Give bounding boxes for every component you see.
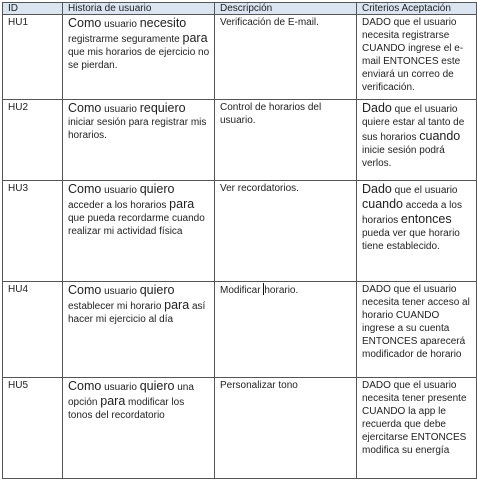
crit-text: DADO que el usuario necesita tener presente CUANDO la app le recuerda que debe ejercitarse ENTONCES modifica su energía bbox=[362, 380, 467, 456]
crit-word: Dado bbox=[362, 182, 392, 196]
hist-text: así hacer mi ejercicio al día bbox=[68, 301, 206, 325]
hist-text: usuario bbox=[101, 104, 140, 115]
hist-word: Como bbox=[68, 16, 102, 30]
cell-id: HU5 bbox=[3, 378, 63, 479]
crit-text: inicie sesión podrá verlos. bbox=[362, 145, 445, 169]
hist-text: establecer mi horario bbox=[68, 301, 165, 312]
cell-criterios bbox=[357, 15, 477, 100]
crit-text: que el usuario quiere estar al tanto de sus horarios bbox=[362, 104, 465, 143]
header-historia: Historia de usuario bbox=[63, 3, 215, 15]
table-header-row bbox=[3, 3, 477, 15]
cell-descripcion: Ver recordatorios. bbox=[215, 181, 357, 282]
hist-word: quiero bbox=[139, 379, 175, 393]
hist-text: usuario bbox=[101, 382, 140, 393]
desc-text: Modificar bbox=[220, 285, 264, 296]
hist-text: que mis horarios de ejercicio no se pierdan. bbox=[68, 47, 210, 71]
hist-word: Como bbox=[68, 101, 102, 115]
hist-word: Como bbox=[68, 283, 102, 297]
hist-word: quiero bbox=[139, 182, 175, 196]
hist-word: quiero bbox=[139, 283, 175, 297]
hist-text: una opción bbox=[68, 382, 194, 408]
crit-text: DADO que el usuario necesita registrarse CUANDO ingrese el e-mail ENTONCES este enviará un correo de verificación. bbox=[362, 17, 464, 93]
table-row bbox=[3, 15, 477, 100]
desc-text: horario. bbox=[264, 285, 299, 296]
cell-descripcion: Control de horarios del usuario. bbox=[215, 100, 357, 181]
cell-id: HU3 bbox=[3, 181, 63, 282]
cell-descripcion bbox=[215, 282, 357, 378]
hist-text: que pueda recordarme cuando realizar mi actividad física bbox=[68, 213, 205, 237]
crit-text: DADO que el usuario necesita tener acceso al horario CUANDO ingrese a su cuenta ENTONCES aparecerá modificador de horario bbox=[362, 284, 470, 360]
cell-descripcion: Personalizar tono bbox=[215, 378, 357, 479]
hist-word: Como bbox=[68, 379, 102, 393]
crit-text: acceda a los horarios bbox=[362, 200, 462, 226]
table-row bbox=[3, 100, 477, 181]
hist-word: para bbox=[100, 394, 126, 408]
table-row bbox=[3, 282, 477, 378]
cell-id: HU1 bbox=[3, 15, 63, 100]
hist-word: requiero bbox=[139, 101, 186, 115]
cell-criterios bbox=[357, 100, 477, 181]
crit-text: pueda ver que horario tiene establecido. bbox=[362, 228, 460, 252]
hist-text: acceder a los horarios bbox=[68, 200, 170, 211]
hist-text: usuario bbox=[101, 19, 140, 30]
hist-text: usuario bbox=[101, 286, 140, 297]
header-id: ID bbox=[3, 3, 63, 15]
hist-text: iniciar sesión para registrar mis horarios. bbox=[68, 117, 207, 141]
hist-text: usuario bbox=[101, 185, 140, 196]
crit-text: que el usuario bbox=[391, 185, 458, 196]
hist-word: Como bbox=[68, 182, 102, 196]
hist-text: registrarme seguramente bbox=[68, 34, 183, 45]
table-row bbox=[3, 378, 477, 479]
crit-word: cuando bbox=[362, 197, 404, 211]
hist-word: para bbox=[169, 197, 195, 211]
crit-word: Dado bbox=[362, 101, 392, 115]
cell-id: HU2 bbox=[3, 100, 63, 181]
crit-word: cuando bbox=[419, 129, 461, 143]
hist-text: modificar los tonos del recordatorio bbox=[68, 397, 185, 421]
hist-word: para bbox=[182, 31, 208, 45]
cell-criterios bbox=[357, 282, 477, 378]
cell-descripcion: Verificación de E-mail. bbox=[215, 15, 357, 100]
hist-word: necesito bbox=[139, 16, 187, 30]
cell-criterios bbox=[357, 181, 477, 282]
cell-criterios bbox=[357, 378, 477, 479]
cell-id: HU4 bbox=[3, 282, 63, 378]
cell-historia bbox=[63, 378, 215, 479]
cell-historia bbox=[63, 282, 215, 378]
header-descripcion: Descripción bbox=[215, 3, 357, 15]
crit-word: entonces bbox=[400, 212, 452, 226]
cell-historia bbox=[63, 181, 215, 282]
user-stories-table bbox=[2, 2, 477, 479]
table-row bbox=[3, 181, 477, 282]
header-criterios: Criterios Aceptación bbox=[357, 3, 477, 15]
hist-word: para bbox=[164, 298, 190, 312]
cell-historia bbox=[63, 15, 215, 100]
cell-historia bbox=[63, 100, 215, 181]
